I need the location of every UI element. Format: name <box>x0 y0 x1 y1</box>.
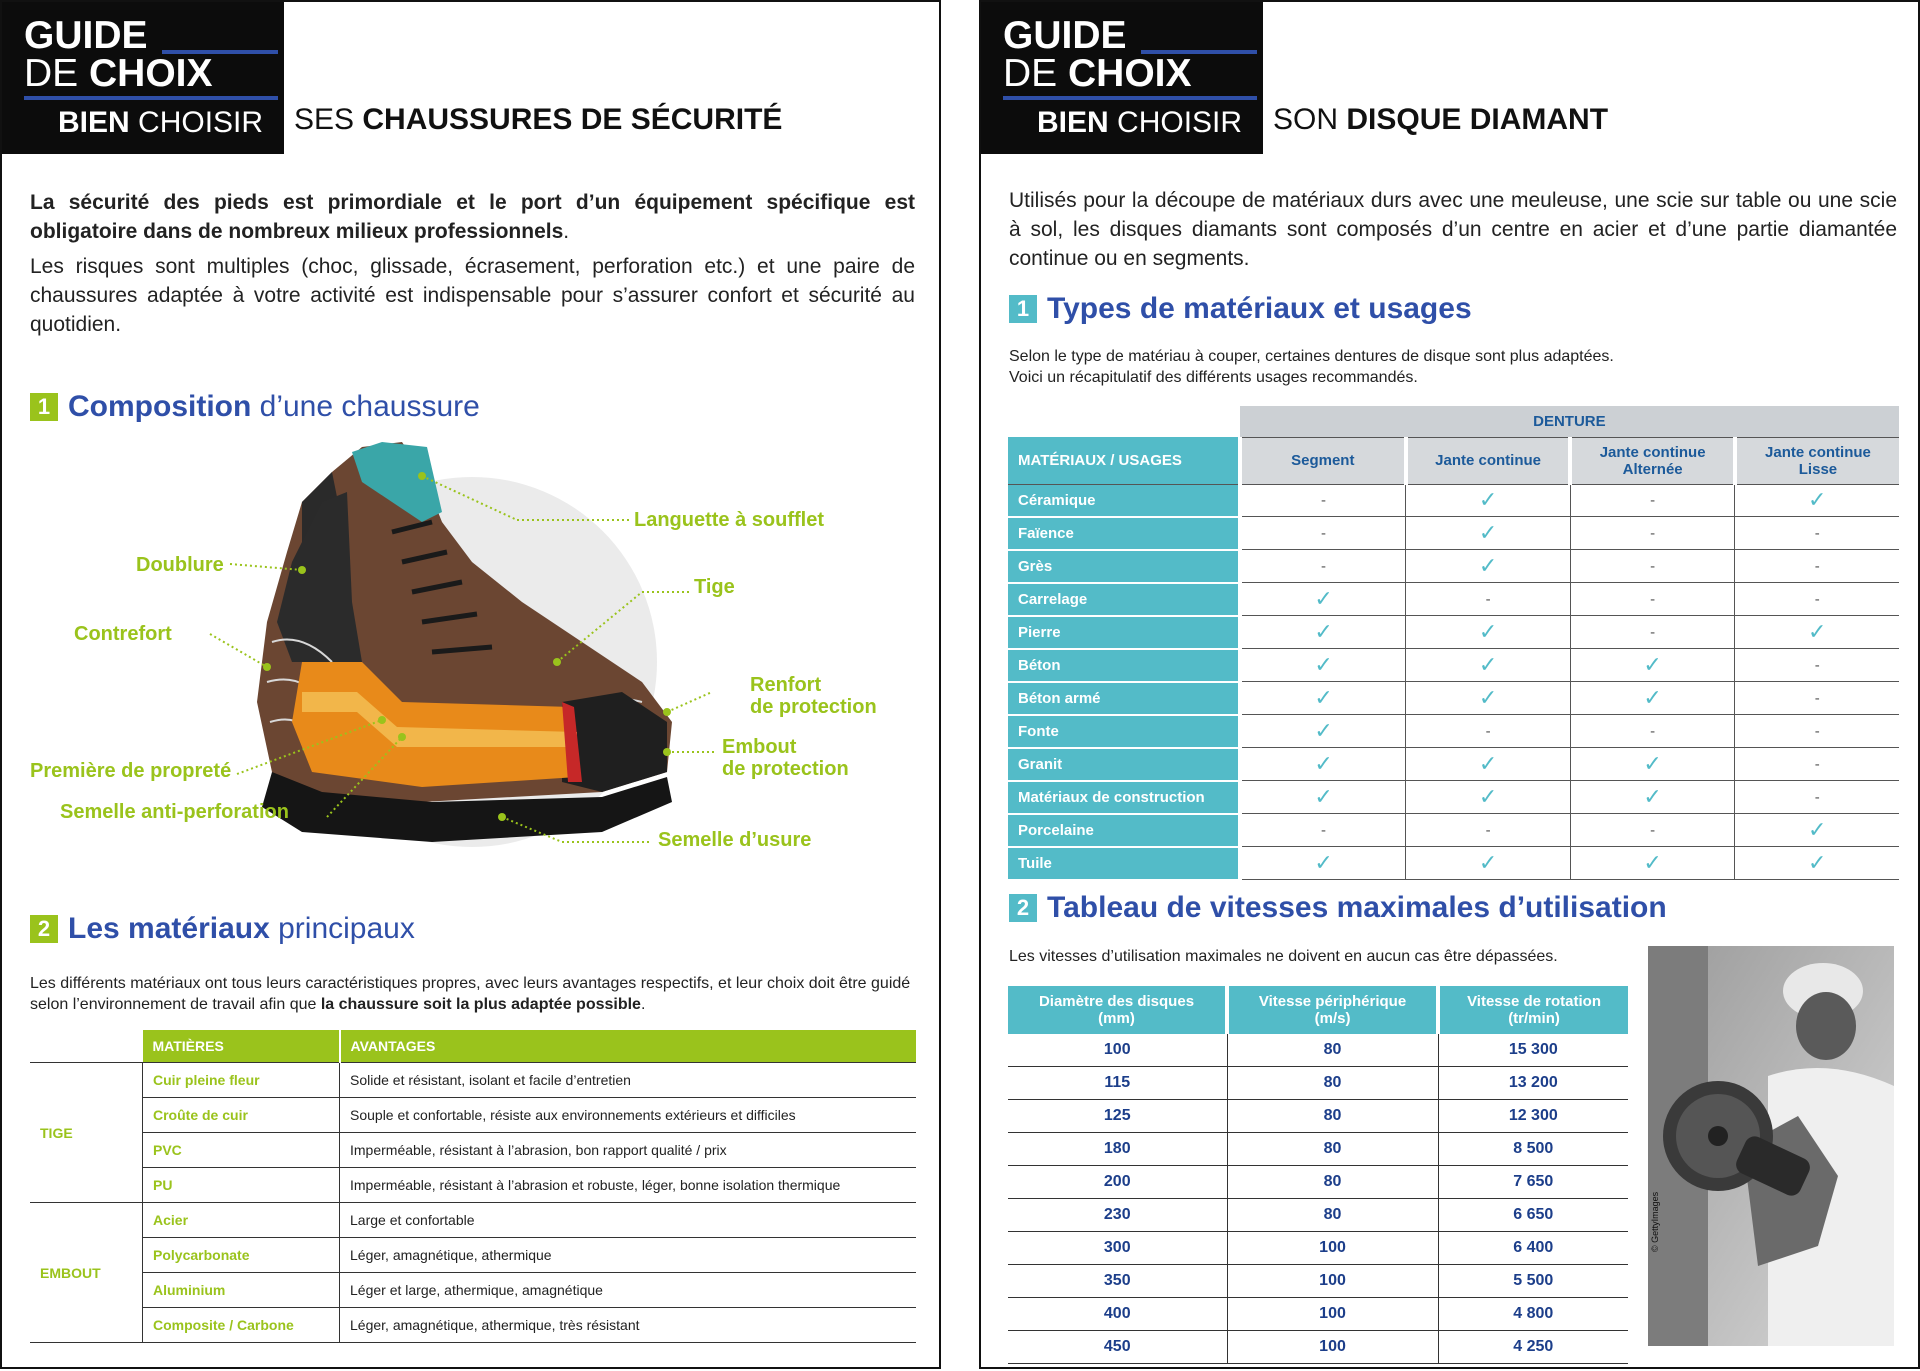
dash-cell: - <box>1570 583 1735 616</box>
speed-cell: 200 <box>1008 1166 1227 1199</box>
table-row <box>1008 748 1899 781</box>
speed-cell: 80 <box>1227 1067 1438 1100</box>
section-heading-types: 1 Types de matériaux et usages <box>1009 292 1472 326</box>
dash-cell: - <box>1406 715 1571 748</box>
material-label: Céramique <box>1008 484 1240 517</box>
check-icon: ✓ <box>1570 682 1735 715</box>
page-title: SON DISQUE DIAMANT <box>1273 103 1609 136</box>
speed-cell: 7 650 <box>1438 1166 1628 1199</box>
column-header-vitesse-rotation: Vitesse de rotation (tr/min) <box>1438 986 1628 1034</box>
table-row <box>30 1308 916 1343</box>
dash-cell: - <box>1240 550 1406 583</box>
dash-cell: - <box>1406 583 1571 616</box>
intro-paragraph: La sécurité des pieds est primordiale et le port d’un équipement spécifique est obligatoire dans de nombreux milieux professionnels. <box>30 191 915 243</box>
speed-cell: 80 <box>1227 1100 1438 1133</box>
logo-line3: BIEN CHOISIR <box>58 106 264 139</box>
logo-line1: GUIDE <box>1003 14 1127 57</box>
check-icon: ✓ <box>1406 649 1571 682</box>
table-row <box>1008 1199 1628 1232</box>
speed-cell: 100 <box>1227 1265 1438 1298</box>
logo-line2: DE CHOIX <box>1003 52 1192 95</box>
material-label: Porcelaine <box>1008 814 1240 847</box>
speed-cell: 400 <box>1008 1298 1227 1331</box>
row-header-materiaux-usages: MATÉRIAUX / USAGES <box>1008 437 1240 484</box>
column-header-avantages: AVANTAGES <box>340 1030 917 1063</box>
check-icon: ✓ <box>1735 847 1899 880</box>
dash-cell: - <box>1570 814 1735 847</box>
speed-cell: 80 <box>1227 1166 1438 1199</box>
callout-semelle-anti-perforation: Semelle anti-perforation <box>60 801 289 823</box>
check-icon: ✓ <box>1240 682 1406 715</box>
material-label: Granit <box>1008 748 1240 781</box>
check-icon: ✓ <box>1406 682 1571 715</box>
table-row <box>1008 1100 1628 1133</box>
dash-cell: - <box>1240 484 1406 517</box>
check-icon: ✓ <box>1406 781 1571 814</box>
column-header-segment: Segment <box>1240 437 1406 484</box>
section-number: 2 <box>30 915 58 943</box>
callout-embout: Embout de protection <box>722 736 849 780</box>
speed-cell: 4 800 <box>1438 1298 1628 1331</box>
callout-doublure: Doublure <box>136 554 224 576</box>
callout-renfort: Renfort de protection <box>750 674 877 718</box>
dash-cell: - <box>1240 517 1406 550</box>
dash-cell: - <box>1735 748 1899 781</box>
check-icon: ✓ <box>1240 715 1406 748</box>
check-icon: ✓ <box>1570 847 1735 880</box>
logo-line2: DE CHOIX <box>24 52 213 95</box>
table-row <box>30 1133 916 1168</box>
speed-cell: 180 <box>1008 1133 1227 1166</box>
denture-group-header: DENTURE <box>1240 406 1899 437</box>
section-heading-composition: 1 Composition d’une chaussure <box>30 390 480 424</box>
table-row <box>1008 682 1899 715</box>
materials-table <box>30 1030 916 1343</box>
speed-intro: Les vitesses d’utilisation maximales ne doivent en aucun cas être dépassées. <box>1009 948 1558 965</box>
speed-cell: 8 500 <box>1438 1133 1628 1166</box>
material-advantages: Léger, amagnétique, athermique <box>340 1238 917 1273</box>
material-name: Polycarbonate <box>143 1238 340 1273</box>
speed-cell: 6 400 <box>1438 1232 1628 1265</box>
table-row <box>1008 484 1899 517</box>
table-row <box>1008 1166 1628 1199</box>
worker-grinder-photo <box>1648 946 1894 1346</box>
check-icon: ✓ <box>1240 616 1406 649</box>
callout-premiere-proprete: Première de propreté <box>30 760 232 782</box>
dash-cell: - <box>1570 715 1735 748</box>
speed-cell: 80 <box>1227 1199 1438 1232</box>
dash-cell: - <box>1735 682 1899 715</box>
page-title: SES CHAUSSURES DE SÉCURITÉ <box>294 103 783 136</box>
speed-cell: 115 <box>1008 1067 1227 1100</box>
dash-cell: - <box>1735 517 1899 550</box>
material-name: Aluminium <box>143 1273 340 1308</box>
check-icon: ✓ <box>1406 847 1571 880</box>
speed-table <box>1008 986 1628 1364</box>
material-label: Matériaux de construction <box>1008 781 1240 814</box>
check-icon: ✓ <box>1406 550 1571 583</box>
section-heading-vitesses: 2 Tableau de vitesses maximales d’utilisation <box>1009 891 1667 925</box>
guide-logo <box>981 2 1263 154</box>
table-row <box>1008 1232 1628 1265</box>
speed-cell: 350 <box>1008 1265 1227 1298</box>
material-label: Grès <box>1008 550 1240 583</box>
material-name: Croûte de cuir <box>143 1098 340 1133</box>
material-advantages: Léger, amagnétique, athermique, très résistant <box>340 1308 917 1343</box>
table-row <box>1008 715 1899 748</box>
speed-cell: 100 <box>1008 1034 1227 1067</box>
speed-cell: 5 500 <box>1438 1265 1628 1298</box>
speed-cell: 300 <box>1008 1232 1227 1265</box>
table-row <box>1008 1034 1628 1067</box>
material-label: Béton armé <box>1008 682 1240 715</box>
table-row <box>30 1273 916 1308</box>
logo-bar <box>24 96 278 100</box>
dash-cell: - <box>1240 814 1406 847</box>
column-header-jante-continue: Jante continue <box>1406 437 1571 484</box>
section-heading-materiaux: 2 Les matériaux principaux <box>30 912 415 946</box>
check-icon: ✓ <box>1240 583 1406 616</box>
callout-languette: Languette à soufflet <box>634 509 825 531</box>
logo-bar <box>1003 96 1257 100</box>
table-row <box>1008 550 1899 583</box>
section-number: 2 <box>1009 894 1037 922</box>
check-icon: ✓ <box>1406 484 1571 517</box>
check-icon: ✓ <box>1240 781 1406 814</box>
table-row <box>1008 847 1899 880</box>
table-row <box>30 1238 916 1273</box>
table-row <box>1008 1133 1628 1166</box>
right-page <box>979 0 1920 1369</box>
callout-contrefort: Contrefort <box>74 623 172 645</box>
speed-cell: 125 <box>1008 1100 1227 1133</box>
check-icon: ✓ <box>1735 616 1899 649</box>
material-name: Cuir pleine fleur <box>143 1063 340 1098</box>
speed-cell: 100 <box>1227 1331 1438 1364</box>
intro-paragraph-2: Les risques sont multiples (choc, glissade, écrasement, perforation etc.) et une paire de chaussures adaptée à votre activité est indispensable pour s’assurer confort et sécurité au quotidien. <box>30 255 915 336</box>
dash-cell: - <box>1735 649 1899 682</box>
speed-cell: 100 <box>1227 1232 1438 1265</box>
speed-cell: 80 <box>1227 1034 1438 1067</box>
table-row <box>1008 1067 1628 1100</box>
table-row <box>1008 1265 1628 1298</box>
left-page <box>0 0 941 1369</box>
check-icon: ✓ <box>1735 814 1899 847</box>
table-row <box>1008 1331 1628 1364</box>
table-row <box>30 1063 916 1098</box>
speed-cell: 100 <box>1227 1298 1438 1331</box>
column-header-vitesse-peripherique: Vitesse périphérique (m/s) <box>1227 986 1438 1034</box>
material-name: PVC <box>143 1133 340 1168</box>
check-icon: ✓ <box>1406 517 1571 550</box>
callout-tige: Tige <box>694 576 735 598</box>
callout-semelle-usure: Semelle d’usure <box>658 829 812 851</box>
material-name: PU <box>143 1168 340 1203</box>
photo-credit: © GettyImages <box>1650 1191 1660 1252</box>
material-advantages: Souple et confortable, résiste aux environnements extérieurs et difficiles <box>340 1098 917 1133</box>
check-icon: ✓ <box>1570 748 1735 781</box>
table-row <box>1008 583 1899 616</box>
speed-cell: 15 300 <box>1438 1034 1628 1067</box>
dash-cell: - <box>1735 715 1899 748</box>
column-header-matieres: MATIÈRES <box>143 1030 340 1063</box>
table-row <box>1008 1298 1628 1331</box>
denture-table <box>1008 406 1899 881</box>
dash-cell: - <box>1735 781 1899 814</box>
table-row <box>1008 616 1899 649</box>
material-advantages: Large et confortable <box>340 1203 917 1238</box>
material-label: Pierre <box>1008 616 1240 649</box>
types-intro: Selon le type de matériau à couper, certaines dentures de disque sont plus adaptées. Voici un récapitulatif des différents usages recommandés. <box>1009 348 1614 386</box>
material-name: Acier <box>143 1203 340 1238</box>
materials-intro: Les différents matériaux ont tous leurs caractéristiques propres, avec leurs avantages respectifs, et leur choix doit être guidé selon l’environnement de travail afin que la chaussure soit la plus adaptée possible. <box>30 975 911 1013</box>
material-advantages: Imperméable, résistant à l’abrasion, bon rapport qualité / prix <box>340 1133 917 1168</box>
check-icon: ✓ <box>1240 649 1406 682</box>
check-icon: ✓ <box>1406 616 1571 649</box>
check-icon: ✓ <box>1240 748 1406 781</box>
speed-cell: 4 250 <box>1438 1331 1628 1364</box>
material-label: Tuile <box>1008 847 1240 880</box>
speed-cell: 230 <box>1008 1199 1227 1232</box>
speed-cell: 13 200 <box>1438 1067 1628 1100</box>
group-label: TIGE <box>30 1063 143 1203</box>
table-row <box>30 1168 916 1203</box>
column-header-diametre: Diamètre des disques (mm) <box>1008 986 1227 1034</box>
guide-logo <box>2 2 284 154</box>
material-advantages: Léger et large, athermique, amagnétique <box>340 1273 917 1308</box>
column-header-jante-continue-lisse: Jante continue Lisse <box>1735 437 1899 484</box>
check-icon: ✓ <box>1570 649 1735 682</box>
logo-line3: BIEN CHOISIR <box>1037 106 1243 139</box>
check-icon: ✓ <box>1735 484 1899 517</box>
material-label: Béton <box>1008 649 1240 682</box>
section-number: 1 <box>1009 295 1037 323</box>
dash-cell: - <box>1570 517 1735 550</box>
table-row <box>30 1203 916 1238</box>
logo-line1: GUIDE <box>24 14 148 57</box>
check-icon: ✓ <box>1570 781 1735 814</box>
table-row <box>1008 649 1899 682</box>
material-name: Composite / Carbone <box>143 1308 340 1343</box>
speed-cell: 6 650 <box>1438 1199 1628 1232</box>
dash-cell: - <box>1406 814 1571 847</box>
table-row <box>1008 814 1899 847</box>
material-label: Carrelage <box>1008 583 1240 616</box>
speed-cell: 450 <box>1008 1331 1227 1364</box>
table-row <box>1008 781 1899 814</box>
column-header-jante-continue-alternee: Jante continue Alternée <box>1570 437 1735 484</box>
intro-paragraph: Utilisés pour la découpe de matériaux durs avec une meuleuse, une scie sur table ou une scie à sol, les disques diamants sont composés d’un centre en acier et d’une partie diamantée continue ou en segments. <box>1009 189 1897 270</box>
material-label: Faïence <box>1008 517 1240 550</box>
material-label: Fonte <box>1008 715 1240 748</box>
speed-cell: 12 300 <box>1438 1100 1628 1133</box>
material-advantages: Imperméable, résistant à l’abrasion et robuste, léger, bonne isolation thermique <box>340 1168 917 1203</box>
material-advantages: Solide et résistant, isolant et facile d’entretien <box>340 1063 917 1098</box>
dash-cell: - <box>1570 484 1735 517</box>
check-icon: ✓ <box>1240 847 1406 880</box>
dash-cell: - <box>1735 550 1899 583</box>
section-number: 1 <box>30 393 58 421</box>
dash-cell: - <box>1570 550 1735 583</box>
dash-cell: - <box>1735 583 1899 616</box>
table-row <box>1008 517 1899 550</box>
speed-cell: 80 <box>1227 1133 1438 1166</box>
check-icon: ✓ <box>1406 748 1571 781</box>
group-label: EMBOUT <box>30 1203 143 1343</box>
dash-cell: - <box>1570 616 1735 649</box>
table-row <box>30 1098 916 1133</box>
